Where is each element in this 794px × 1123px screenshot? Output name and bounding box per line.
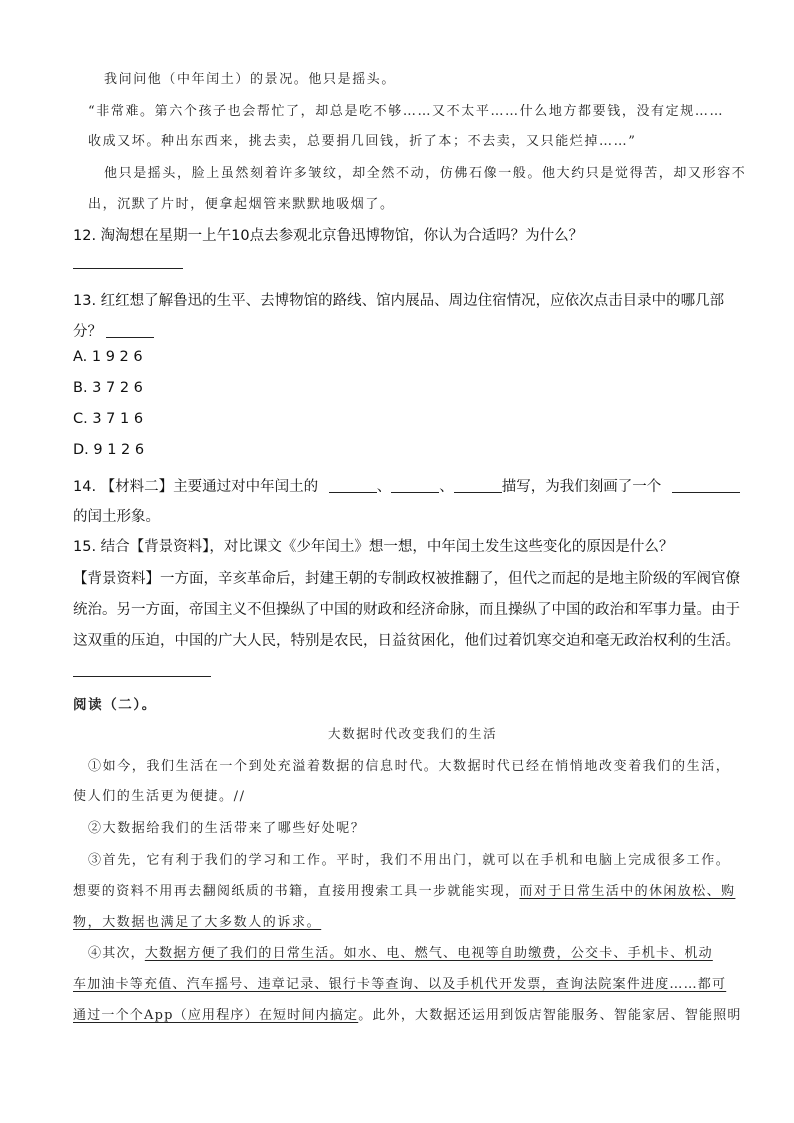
question-14-text-b: 描写，为我们刻画了一个 — [501, 479, 662, 495]
article-paragraph-4-line-3-text: 。此外，大数据还运用到饭店智能服务、智能家居、智能照明 — [358, 1008, 742, 1023]
article-paragraph-2: ②大数据给我们的生活带来了哪些好处呢？ — [88, 821, 366, 836]
question-14-sep-1: 、 — [376, 479, 392, 495]
question-14-text-a: 14. 【材料二】主要通过对中年闰土的 — [73, 479, 319, 495]
article-paragraph-3-line-1: ③首先，它有利于我们的学习和工作。平时，我们不用出门，就可以在手机和电脑上完成很多工作。 — [88, 853, 731, 868]
excerpt-paragraph-2-line-1: “非常难。第六个孩子也会帮忙了，却总是吃不够……又不太平……什么地方都要钱，没有定规…… — [88, 104, 725, 119]
question-13-prefix: 分？ — [73, 324, 102, 340]
underlined-sentence-2-part-1: 大数据方便了我们的日常生活。如水、电、燃气、电视等自助缴费，公交卡、手机卡、机动 — [144, 946, 713, 961]
underlined-sentence-1-part-1: 而对于日常生活中的休闲放松、购 — [519, 884, 736, 899]
answer-line-q15[interactable] — [73, 676, 211, 677]
article-paragraph-4-line-2 — [73, 973, 726, 992]
background-material-line-2: 统治。另一方面，帝国主义不但操纵了中国的财政和经济命脉，而且操纵了中国的政治和军事力量。由于 — [73, 602, 740, 618]
article-paragraph-4-line-3 — [73, 1004, 742, 1023]
question-13-line-1: 13. 红红想了解鲁迅的生平、去博物馆的路线、馆内展品、周边住宿情况，应依次点击目录中的哪几部 — [73, 293, 725, 309]
excerpt-paragraph-1: 我问问他（中年闰土）的景况。他只是摇头。 — [104, 72, 397, 87]
question-15: 15. 结合【背景资料】，对比课文《少年闰土》想一想，中年闰土发生这些变化的原因是什么？ — [73, 539, 674, 555]
answer-blank-q14-3[interactable] — [454, 478, 502, 493]
underlined-sentence-2-part-2: 车加油卡等充值、汽车摇号、违章记录、银行卡等查询、以及手机代开发票，查询法院案件进度……都可 — [73, 977, 727, 992]
article-paragraph-3-line-2 — [73, 880, 735, 899]
option-d: D. 9 1 2 6 — [73, 442, 145, 458]
excerpt-paragraph-3-line-1: 他只是摇头，脸上虽然刻着许多皱纹，却全然不动，仿佛石像一般。他大约只是觉得苦，却又形容不 — [104, 166, 747, 181]
question-14-line-1 — [73, 475, 740, 496]
article-paragraph-3-line-3 — [73, 911, 321, 930]
question-14-line-2: 的闰土形象。 — [73, 509, 160, 525]
question-13-line-2 — [73, 320, 154, 341]
article-paragraph-4-line-1 — [88, 942, 713, 961]
background-material-line-1: 【背景资料】一方面，辛亥革命后，封建王朝的专制政权被推翻了，但代之而起的是地主阶级的军阀官僚 — [73, 571, 740, 587]
section-heading-reading-2: 阅读（二）。 — [73, 697, 157, 713]
underlined-sentence-1-part-2: 物，大数据也满足了大多数人的诉求。 — [73, 915, 322, 930]
article-title: 大数据时代改变我们的生活 — [328, 726, 498, 741]
excerpt-paragraph-3-line-2: 出，沉默了片时，便拿起烟管来默默地吸烟了。 — [88, 197, 395, 212]
article-paragraph-1-line-1: ①如今，我们生活在一个到处充溢着数据的信息时代。大数据时代已经在悄悄地改变着我们的生活， — [88, 759, 731, 774]
answer-blank-q13[interactable] — [106, 323, 154, 338]
article-paragraph-1-line-2: 使人们的生活更为便捷。// — [73, 789, 246, 804]
answer-line-q12[interactable] — [73, 268, 183, 269]
answer-blank-q14-2[interactable] — [391, 478, 439, 493]
excerpt-paragraph-2-line-2: 收成又坏。种出东西来，挑去卖，总要捐几回钱，折了本；不去卖，又只能烂掉……” — [88, 134, 637, 149]
question-12: 12. 淘淘想在星期一上午10点去参观北京鲁迅博物馆，你认为合适吗？为什么？ — [73, 228, 584, 244]
option-c: C. 3 7 1 6 — [73, 411, 144, 427]
option-b: B. 3 7 2 6 — [73, 380, 143, 396]
question-14-sep-2: 、 — [439, 479, 454, 495]
underlined-sentence-2-part-3: 通过一个个App（应用程序）在短时间内搞定 — [73, 1008, 359, 1023]
article-paragraph-3-line-2-text: 想要的资料不用再去翻阅纸质的书籍，直接用搜索工具一步就能实现， — [73, 884, 520, 899]
article-paragraph-4-prefix: ④其次， — [88, 946, 145, 961]
option-a: A. 1 9 2 6 — [73, 349, 143, 365]
answer-blank-q14-1[interactable] — [329, 478, 377, 493]
answer-blank-q14-4[interactable] — [672, 478, 740, 493]
background-material-line-3: 这双重的压迫，中国的广大人民，特别是农民，日益贫困化，他们过着饥寒交迫和毫无政治权利的生活。 — [73, 633, 740, 649]
